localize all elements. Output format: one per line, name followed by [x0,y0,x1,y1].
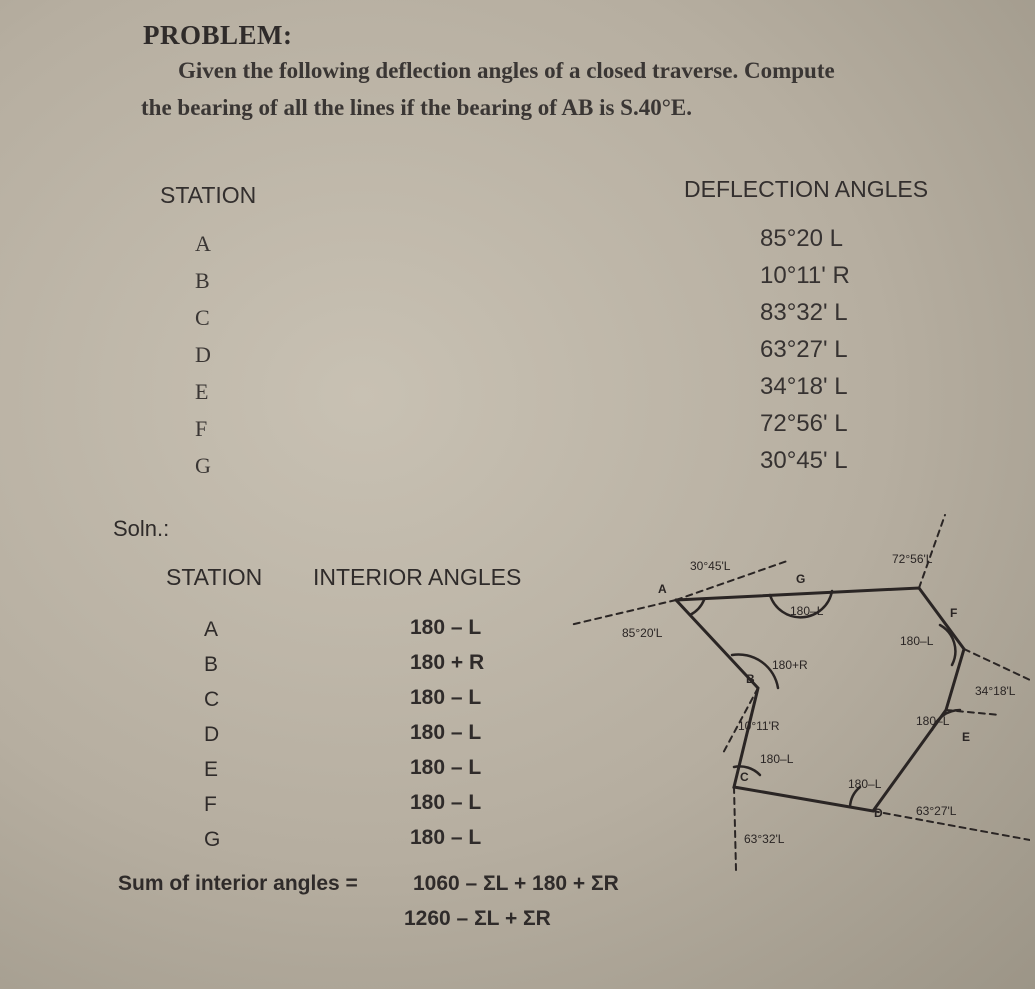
diagram-station-f: F [950,606,958,620]
station-cell: F [195,416,208,441]
deflection-angle-list [760,225,850,484]
label-e-deflection: 34°18'L [975,684,1016,698]
station-cell: E [204,758,219,781]
interior-angle-cell: 180 – L [410,686,482,709]
traverse-outline [676,588,964,811]
deflection-angle-cell: 63°27' L [760,336,848,363]
deflection-angles-column-header: DEFLECTION ANGLES [684,176,929,202]
diagram-station-e: E [962,730,971,744]
interior-angle-cell: 180 + R [410,651,485,674]
station-cell: D [195,342,211,367]
station-cell: G [204,828,221,851]
solution-station-list [204,618,220,863]
station-cell: F [204,793,217,816]
station-column-header: STATION [160,182,257,208]
label-c-deflection: 63°32'L [744,832,785,846]
interior-angle-list [410,616,484,861]
station-list [195,231,211,490]
label-c-interior: 180–L [760,752,794,766]
interior-angle-cell: 180 – L [410,616,482,639]
deflection-angle-cell: 30°45' L [760,447,848,474]
problem-statement-line-2: the bearing of all the lines if the bearing of AB is S.40°E. [141,95,692,120]
station-cell: C [195,305,210,330]
deflection-angle-cell: 85°20 L [760,225,844,252]
deflection-angle-cell: 72°56' L [760,410,848,437]
station-cell: B [204,653,219,676]
extension-lines [570,515,1030,870]
diagram-station-c: C [740,770,749,784]
label-a-deflection: 85°20'L [622,626,663,640]
diagram-station-d: D [874,806,883,820]
interior-angle-cell: 180 – L [410,756,482,779]
label-e-interior: 180–L [916,714,950,728]
label-f-interior: 180–L [900,634,934,648]
solution-label: Soln.: [113,516,170,541]
diagram-station-b: B [746,672,755,686]
label-d-deflection: 63°27'L [916,804,957,818]
label-b-interior: 180+R [772,658,808,672]
problem-heading: PROBLEM: [143,20,293,50]
diagram-station-g: G [796,572,806,586]
solution-station-header: STATION [166,564,263,590]
station-cell: D [204,723,220,746]
label-f-deflection: 72°56'L [892,552,933,566]
sum-formula-line-1: 1060 – ΣL + 180 + ΣR [413,872,619,895]
interior-angle-cell: 180 – L [410,721,482,744]
label-b-deflection: 10°11'R [738,719,780,733]
label-d-interior: 180–L [848,777,882,791]
angle-arcs [690,591,960,807]
station-cell: B [195,268,210,293]
interior-angles-header: INTERIOR ANGLES [313,564,522,590]
deflection-angle-cell: 83°32' L [760,299,848,326]
station-cell: E [195,379,209,404]
sum-of-interior-angles-label: Sum of interior angles = [118,872,358,895]
traverse-diagram [560,505,1030,875]
interior-angle-cell: 180 – L [410,826,482,849]
station-cell: G [195,453,211,478]
diagram-station-a: A [658,582,667,596]
label-g-interior: 180–L [790,604,824,618]
station-cell: A [204,618,219,641]
deflection-angle-cell: 34°18' L [760,373,848,400]
station-cell: C [204,688,220,711]
sum-formula-line-2: 1260 – ΣL + ΣR [404,907,551,930]
deflection-angle-cell: 10°11' R [760,262,850,289]
station-cell: A [195,231,211,256]
interior-angle-cell: 180 – L [410,791,482,814]
problem-statement-line-1: Given the following deflection angles of a closed traverse. Compute [178,58,835,83]
label-g-deflection: 30°45'L [690,559,731,573]
